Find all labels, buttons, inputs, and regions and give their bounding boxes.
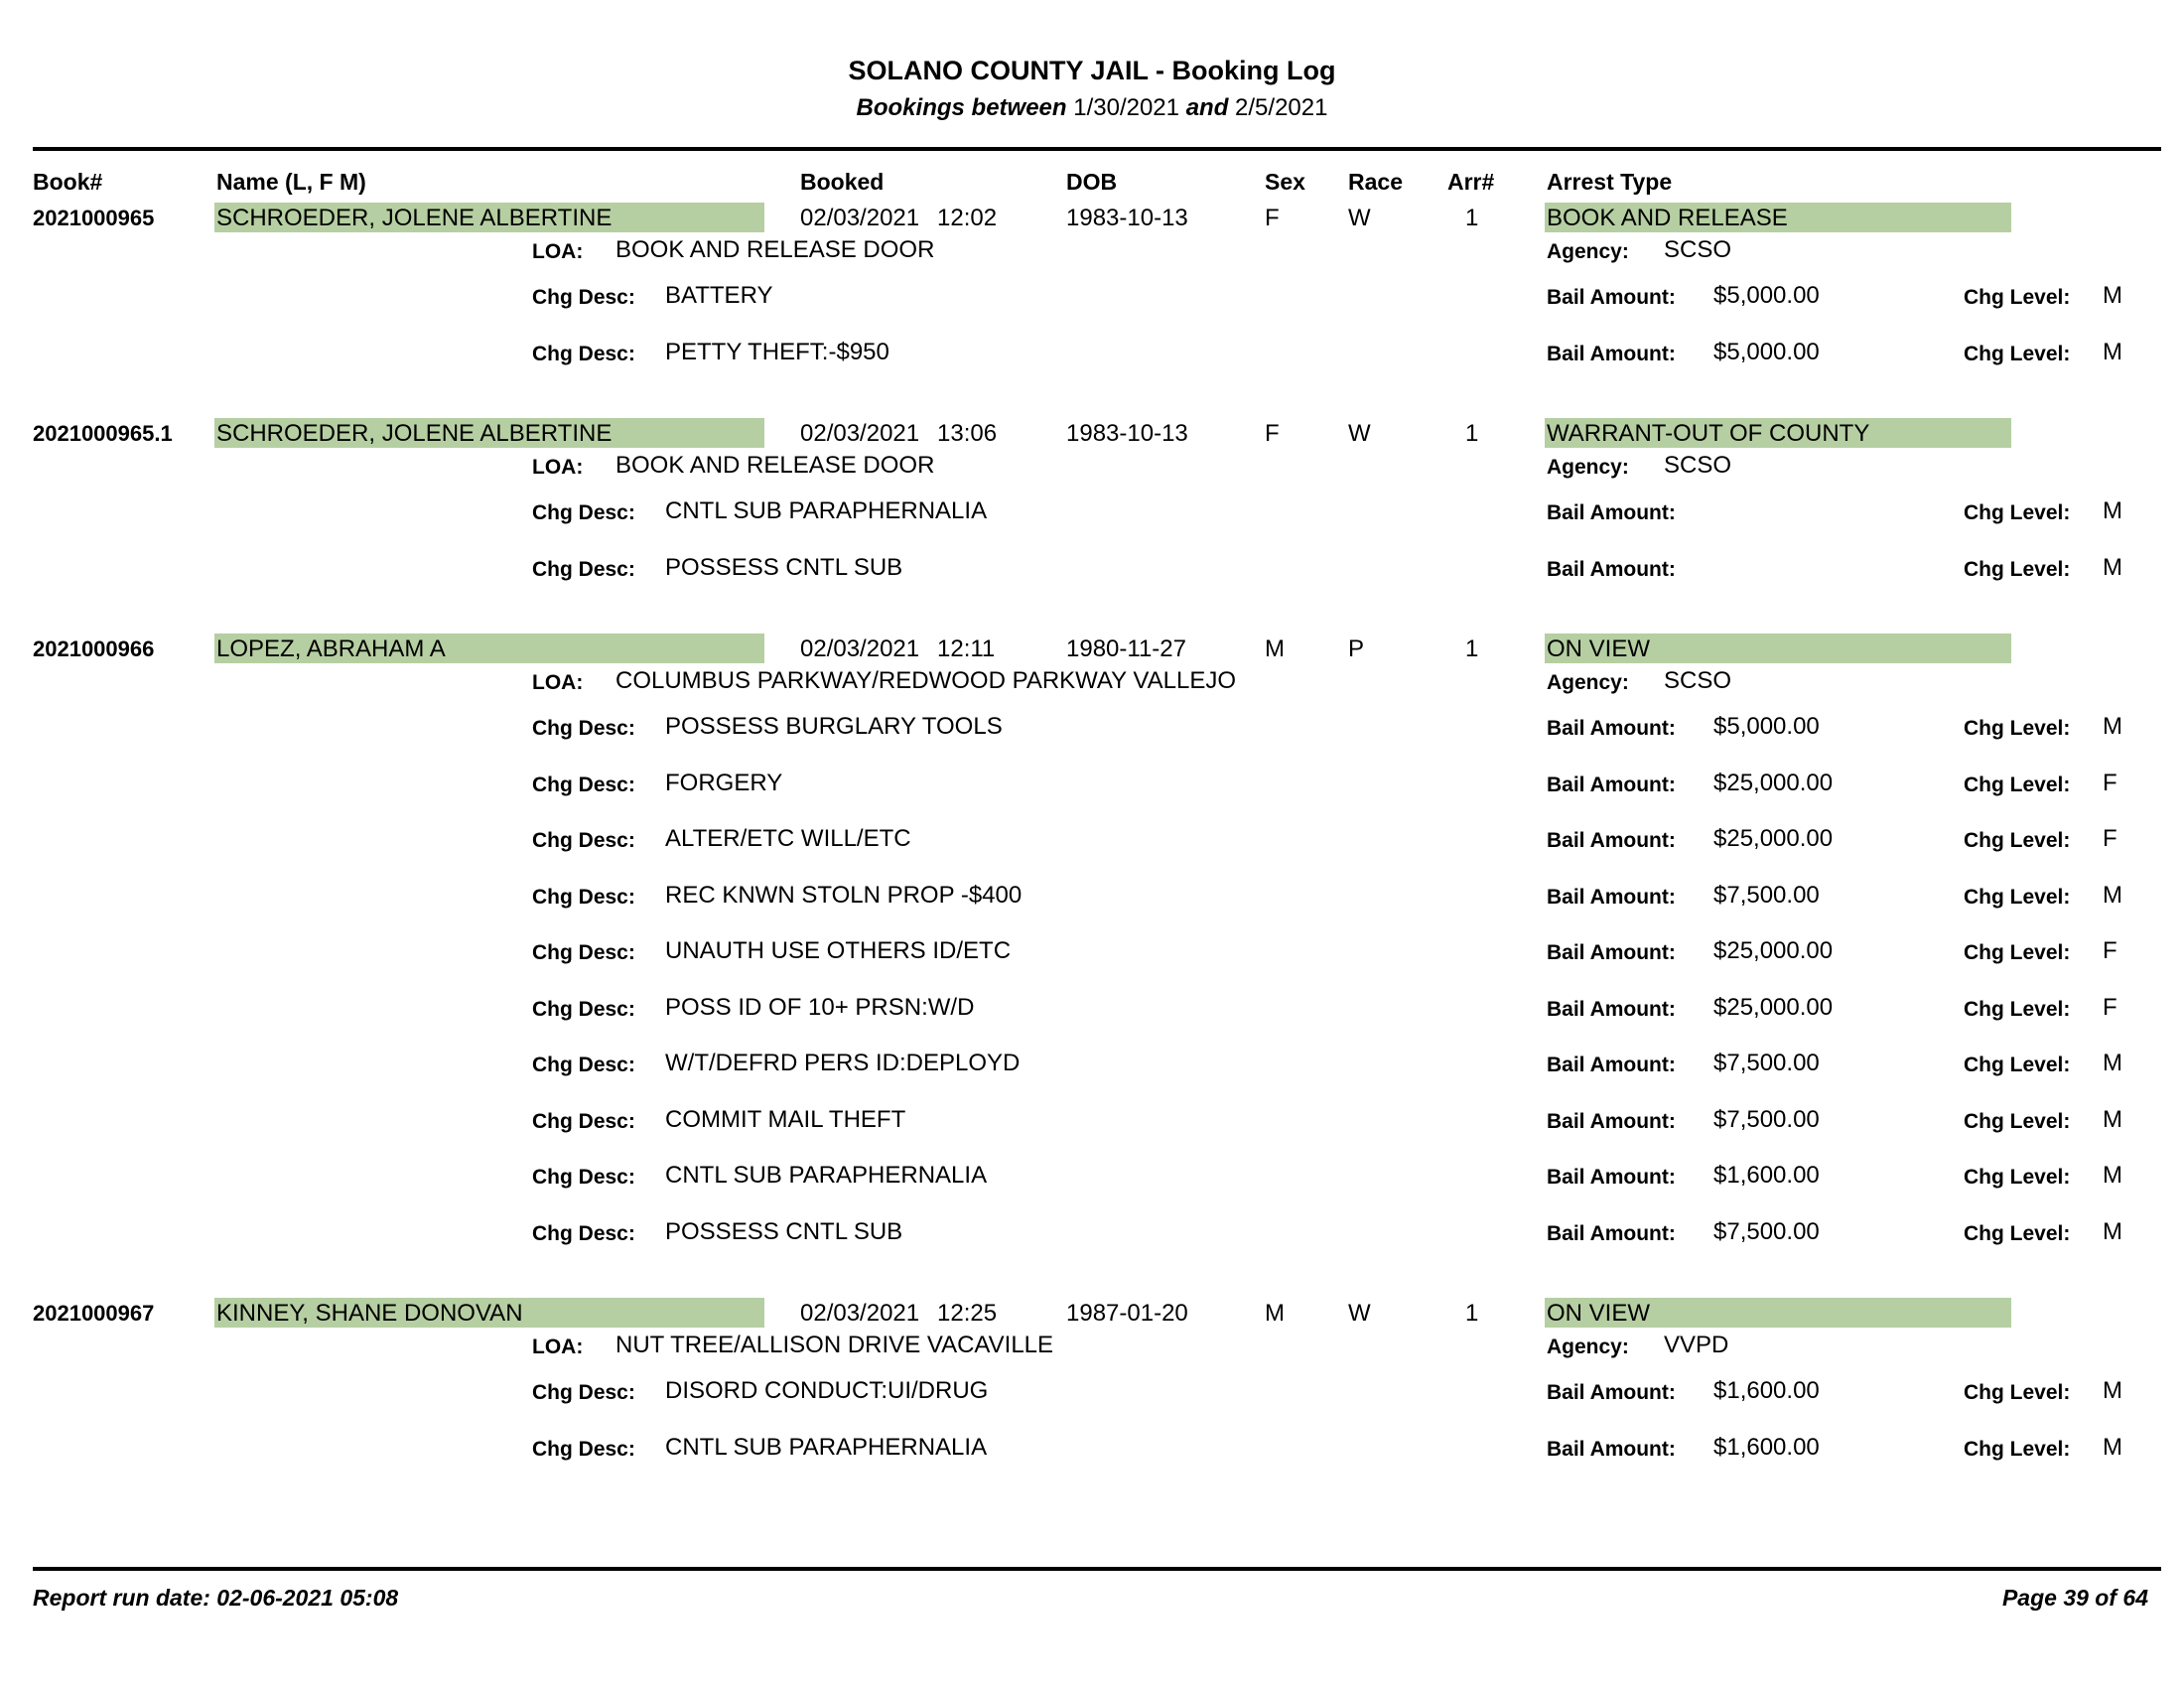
chg-level-value: F (2103, 993, 2117, 1021)
arrest-type: BOOK AND RELEASE (1545, 203, 2011, 232)
sex: F (1265, 420, 1280, 447)
chg-level-label: Chg Level: (1964, 1109, 2071, 1133)
bail-amount-label: Bail Amount: (1547, 1381, 1676, 1404)
charge-row (0, 813, 2184, 870)
report-subtitle (0, 94, 2184, 122)
dob: 1987-01-20 (1066, 1300, 1188, 1327)
book-number: 2021000965 (33, 206, 155, 230)
arrest-type: WARRANT-OUT OF COUNTY (1545, 418, 2011, 448)
chg-desc-value: DISORD CONDUCT:UI/DRUG (665, 1377, 989, 1404)
chg-level-value: M (2103, 713, 2122, 740)
chg-desc-label: Chg Desc: (532, 997, 635, 1021)
report-title: SOLANO COUNTY JAIL - Booking Log (848, 56, 1336, 85)
booking-main-row (0, 633, 2184, 665)
charge-row (0, 1365, 2184, 1422)
col-sex: Sex (1265, 169, 1305, 195)
booking-spacer (0, 1477, 2184, 1513)
bail-amount-label: Bail Amount: (1547, 557, 1676, 581)
bail-amount-label: Bail Amount: (1547, 829, 1676, 852)
chg-level-value: F (2103, 769, 2117, 796)
charge-row (0, 1206, 2184, 1263)
loa-value: COLUMBUS PARKWAY/REDWOOD PARKWAY VALLEJO (615, 667, 1236, 694)
booking-spacer (0, 598, 2184, 633)
chg-desc-label: Chg Desc: (532, 1381, 635, 1404)
charge-row (0, 1150, 2184, 1206)
chg-desc-value: POSS ID OF 10+ PRSN:W/D (665, 993, 975, 1021)
dob: 1983-10-13 (1066, 420, 1188, 447)
loa-label: LOA: (532, 240, 584, 263)
chg-desc-value: ALTER/ETC WILL/ETC (665, 825, 911, 852)
chg-level-value: M (2103, 497, 2122, 524)
chg-level-value: M (2103, 1105, 2122, 1133)
chg-level-value: M (2103, 1433, 2122, 1461)
chg-level-label: Chg Level: (1964, 286, 2071, 309)
chg-desc-label: Chg Desc: (532, 557, 635, 581)
chg-level-label: Chg Level: (1964, 717, 2071, 740)
bail-amount-label: Bail Amount: (1547, 885, 1676, 909)
chg-desc-label: Chg Desc: (532, 773, 635, 796)
bail-amount-value: $1,600.00 (1713, 1162, 1820, 1189)
chg-level-value: F (2103, 825, 2117, 852)
col-arr: Arr# (1447, 169, 1495, 195)
chg-desc-value: CNTL SUB PARAPHERNALIA (665, 497, 988, 524)
chg-desc-value: CNTL SUB PARAPHERNALIA (665, 1433, 988, 1461)
booked-time: 12:02 (937, 205, 998, 231)
chg-desc-value: REC KNWN STOLN PROP -$400 (665, 881, 1023, 909)
loa-row (0, 665, 2184, 701)
chg-level-label: Chg Level: (1964, 1221, 2071, 1245)
bail-amount-value: $25,000.00 (1713, 937, 1834, 964)
charge-row (0, 327, 2184, 383)
chg-desc-label: Chg Desc: (532, 1166, 635, 1189)
col-book: Book# (33, 169, 103, 195)
dob: 1983-10-13 (1066, 205, 1188, 231)
chg-desc-value: POSSESS CNTL SUB (665, 553, 903, 581)
agency-value: SCSO (1664, 236, 1732, 263)
chg-desc-value: POSSESS BURGLARY TOOLS (665, 713, 1003, 740)
loa-value: BOOK AND RELEASE DOOR (615, 236, 935, 263)
booking-main-row (0, 418, 2184, 450)
col-dob: DOB (1066, 169, 1118, 195)
chg-level-value: M (2103, 1050, 2122, 1076)
charge-row (0, 870, 2184, 926)
chg-desc-label: Chg Desc: (532, 501, 635, 524)
chg-desc-label: Chg Desc: (532, 717, 635, 740)
chg-desc-label: Chg Desc: (532, 1109, 635, 1133)
bail-amount-value: $25,000.00 (1713, 825, 1834, 852)
agency-label: Agency: (1547, 240, 1629, 263)
charge-row (0, 1422, 2184, 1478)
charges-list (0, 486, 2184, 598)
subtitle-prefix: Bookings between (856, 94, 1067, 121)
chg-level-value: M (2103, 1377, 2122, 1404)
chg-desc-value: W/T/DEFRD PERS ID:DEPLOYD (665, 1050, 1021, 1076)
end-date: 2/5/2021 (1235, 94, 1328, 121)
col-booked: Booked (800, 169, 885, 195)
sex: M (1265, 1300, 1285, 1327)
arrest-number: 1 (1465, 420, 1479, 447)
start-date: 1/30/2021 (1073, 94, 1180, 121)
chg-desc-value: POSSESS CNTL SUB (665, 1217, 903, 1245)
bail-amount-value: $7,500.00 (1713, 1050, 1820, 1076)
charge-row (0, 982, 2184, 1039)
booking-record (0, 633, 2184, 1298)
bail-amount-label: Bail Amount: (1547, 501, 1676, 524)
race: W (1348, 420, 1371, 447)
bail-amount-label: Bail Amount: (1547, 941, 1676, 964)
book-number: 2021000966 (33, 636, 155, 661)
booking-record (0, 1298, 2184, 1513)
bail-amount-label: Bail Amount: (1547, 717, 1676, 740)
bail-amount-label: Bail Amount: (1547, 342, 1676, 365)
chg-level-label: Chg Level: (1964, 829, 2071, 852)
chg-level-label: Chg Level: (1964, 1381, 2071, 1404)
bail-amount-value: $25,000.00 (1713, 993, 1834, 1021)
charge-row (0, 1038, 2184, 1094)
chg-desc-label: Chg Desc: (532, 1221, 635, 1245)
col-arrest-type: Arrest Type (1547, 169, 1673, 195)
arrest-number: 1 (1465, 205, 1479, 231)
page-number: Page 39 of 64 (2001, 1585, 2148, 1611)
charges-list (0, 270, 2184, 382)
booked-time: 12:25 (937, 1300, 998, 1327)
chg-desc-label: Chg Desc: (532, 342, 635, 365)
bail-amount-value: $5,000.00 (1713, 282, 1820, 309)
charge-row (0, 925, 2184, 982)
agency-value: VVPD (1664, 1332, 1729, 1358)
subtitle-and: and (1185, 94, 1229, 121)
bail-amount-label: Bail Amount: (1547, 997, 1676, 1021)
loa-label: LOA: (532, 671, 584, 694)
chg-level-label: Chg Level: (1964, 342, 2071, 365)
loa-row (0, 450, 2184, 486)
loa-label: LOA: (532, 1336, 584, 1358)
charge-row (0, 1094, 2184, 1151)
bail-amount-label: Bail Amount: (1547, 1221, 1676, 1245)
chg-level-label: Chg Level: (1964, 1166, 2071, 1189)
agency-label: Agency: (1547, 1336, 1629, 1358)
book-number: 2021000967 (33, 1301, 155, 1326)
bail-amount-label: Bail Amount: (1547, 1109, 1676, 1133)
chg-level-value: M (2103, 1217, 2122, 1245)
charges-list (0, 1365, 2184, 1477)
chg-level-label: Chg Level: (1964, 885, 2071, 909)
loa-row (0, 1330, 2184, 1365)
booking-record (0, 418, 2184, 633)
bookings-list (0, 203, 2184, 1513)
bail-amount-label: Bail Amount: (1547, 773, 1676, 796)
inmate-name: LOPEZ, ABRAHAM A (214, 633, 764, 663)
bail-amount-label: Bail Amount: (1547, 1166, 1676, 1189)
chg-desc-value: COMMIT MAIL THEFT (665, 1105, 906, 1133)
booked-time: 12:11 (937, 635, 996, 662)
chg-desc-value: UNAUTH USE OTHERS ID/ETC (665, 937, 1012, 964)
booking-main-row (0, 203, 2184, 234)
charge-row (0, 542, 2184, 599)
chg-level-value: M (2103, 282, 2122, 309)
booking-main-row (0, 1298, 2184, 1330)
booking-spacer (0, 382, 2184, 418)
inmate-name: SCHROEDER, JOLENE ALBERTINE (214, 203, 764, 232)
bail-amount-label: Bail Amount: (1547, 1054, 1676, 1076)
inmate-name: KINNEY, SHANE DONOVAN (214, 1298, 764, 1328)
booked-date: 02/03/2021 (800, 1300, 920, 1327)
booked-date: 02/03/2021 (800, 635, 920, 662)
chg-desc-label: Chg Desc: (532, 286, 635, 309)
race: P (1348, 635, 1365, 662)
bail-amount-label: Bail Amount: (1547, 1437, 1676, 1461)
bail-amount-value: $7,500.00 (1713, 1217, 1820, 1245)
chg-desc-value: CNTL SUB PARAPHERNALIA (665, 1162, 988, 1189)
col-name: Name (L, F M) (216, 169, 366, 195)
race: W (1348, 205, 1371, 231)
arrest-number: 1 (1465, 635, 1479, 662)
bail-amount-value: $5,000.00 (1713, 713, 1820, 740)
booked-date: 02/03/2021 (800, 205, 920, 231)
agency-label: Agency: (1547, 671, 1629, 694)
bail-amount-value: $1,600.00 (1713, 1377, 1820, 1404)
arrest-type: ON VIEW (1545, 1298, 2011, 1328)
chg-desc-value: BATTERY (665, 282, 773, 309)
charge-row (0, 486, 2184, 542)
chg-desc-value: FORGERY (665, 769, 783, 796)
booking-spacer (0, 1262, 2184, 1298)
chg-level-value: F (2103, 937, 2117, 964)
booked-time: 13:06 (937, 420, 998, 447)
loa-value: BOOK AND RELEASE DOOR (615, 452, 935, 479)
charge-row (0, 701, 2184, 758)
book-number: 2021000965.1 (33, 421, 173, 446)
chg-level-label: Chg Level: (1964, 1054, 2071, 1076)
chg-level-value: M (2103, 1162, 2122, 1189)
chg-desc-label: Chg Desc: (532, 1437, 635, 1461)
bail-amount-value: $7,500.00 (1713, 1105, 1820, 1133)
chg-level-value: M (2103, 881, 2122, 909)
inmate-name: SCHROEDER, JOLENE ALBERTINE (214, 418, 764, 448)
chg-level-label: Chg Level: (1964, 941, 2071, 964)
bail-amount-label: Bail Amount: (1547, 286, 1676, 309)
chg-desc-label: Chg Desc: (532, 1054, 635, 1076)
bail-amount-value: $25,000.00 (1713, 769, 1834, 796)
chg-desc-value: PETTY THEFT:-$950 (665, 338, 889, 365)
chg-level-label: Chg Level: (1964, 773, 2071, 796)
chg-level-label: Chg Level: (1964, 557, 2071, 581)
dob: 1980-11-27 (1066, 635, 1186, 662)
footer-rule (33, 1567, 2161, 1571)
arrest-type: ON VIEW (1545, 633, 2011, 663)
chg-level-value: M (2103, 553, 2122, 581)
booked-date: 02/03/2021 (800, 420, 920, 447)
charge-row (0, 270, 2184, 327)
chg-desc-label: Chg Desc: (532, 941, 635, 964)
header-rule (33, 147, 2161, 151)
report-run-date: Report run date: 02-06-2021 05:08 (33, 1585, 399, 1611)
charges-list (0, 701, 2184, 1262)
chg-level-label: Chg Level: (1964, 1437, 2071, 1461)
race: W (1348, 1300, 1371, 1327)
agency-label: Agency: (1547, 456, 1629, 479)
chg-desc-label: Chg Desc: (532, 829, 635, 852)
bail-amount-value: $5,000.00 (1713, 338, 1820, 365)
chg-level-value: M (2103, 338, 2122, 365)
loa-row (0, 234, 2184, 270)
bail-amount-value: $7,500.00 (1713, 881, 1820, 909)
chg-level-label: Chg Level: (1964, 997, 2071, 1021)
bail-amount-value: $1,600.00 (1713, 1433, 1820, 1461)
charge-row (0, 758, 2184, 814)
sex: M (1265, 635, 1285, 662)
chg-level-label: Chg Level: (1964, 501, 2071, 524)
chg-desc-label: Chg Desc: (532, 885, 635, 909)
sex: F (1265, 205, 1280, 231)
col-race: Race (1348, 169, 1403, 195)
booking-record (0, 203, 2184, 418)
loa-label: LOA: (532, 456, 584, 479)
loa-value: NUT TREE/ALLISON DRIVE VACAVILLE (615, 1332, 1054, 1358)
arrest-number: 1 (1465, 1300, 1479, 1327)
agency-value: SCSO (1664, 452, 1732, 479)
agency-value: SCSO (1664, 667, 1732, 694)
